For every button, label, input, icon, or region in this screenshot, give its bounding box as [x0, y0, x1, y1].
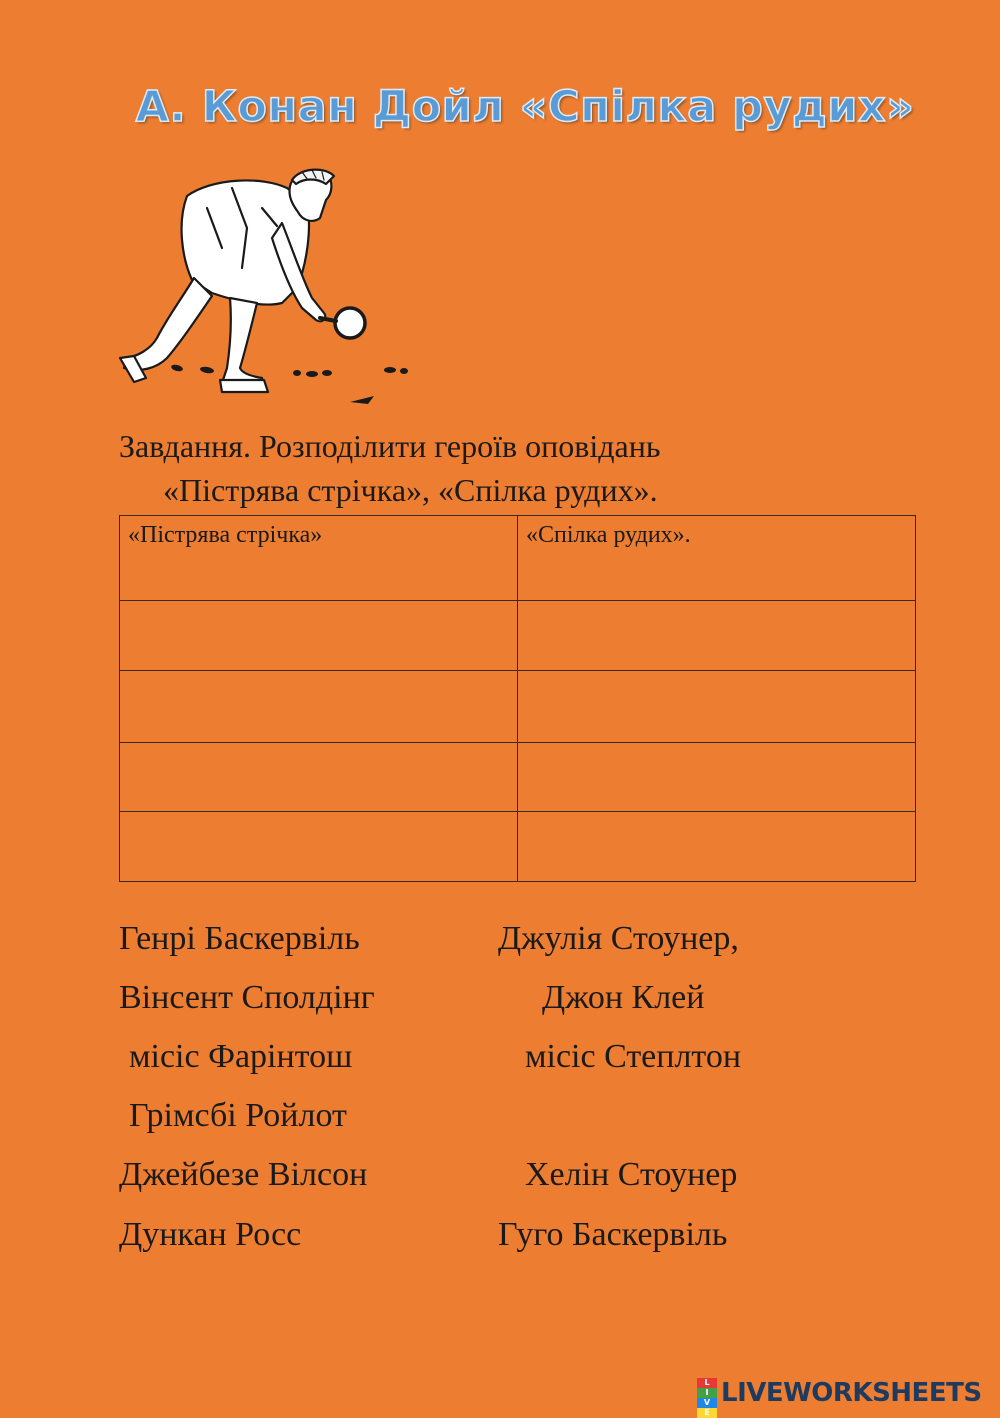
character-jabez-wilson[interactable]: Джейбезе Вілсон [119, 1156, 368, 1193]
character-hugo-baskerville[interactable]: Гуго Баскервіль [498, 1216, 728, 1253]
character-vincent-spaulding[interactable]: Вінсент Сполдінг [119, 979, 375, 1016]
column-header-pistryava-strichka: «Пістрява стрічка» [120, 516, 518, 601]
table-row [120, 743, 916, 812]
table-header-row [120, 516, 916, 601]
character-duncan-ross[interactable]: Дункан Росс [119, 1216, 302, 1253]
task-line-2: «Пістрява стрічка», «Спілка рудих». [163, 472, 658, 508]
drop-cell[interactable] [120, 671, 518, 743]
task-instruction [119, 424, 939, 512]
drop-cell[interactable] [518, 743, 916, 812]
character-mrs-stapleton[interactable]: місіс Степлтон [525, 1038, 742, 1075]
drop-cell[interactable] [518, 671, 916, 743]
table-row [120, 812, 916, 882]
character-julia-stoner[interactable]: Джулія Стоунер, [498, 920, 739, 957]
character-john-clay[interactable]: Джон Клей [542, 979, 705, 1016]
character-mrs-farintosh[interactable]: місіс Фарінтош [129, 1038, 353, 1075]
drop-cell[interactable] [120, 812, 518, 882]
watermark-text: LIVEWORKSHEETS [721, 1378, 982, 1408]
task-line-1: Завдання. Розподілити героїв оповідань [119, 428, 661, 464]
column-header-spilka-rudykh: «Спілка рудих». [518, 516, 916, 601]
worksheet-title: А. Конан Дойл «Спілка рудих» [135, 82, 915, 132]
drop-cell[interactable] [518, 812, 916, 882]
table-row [120, 671, 916, 743]
drop-cell[interactable] [120, 743, 518, 812]
liveworksheets-watermark [697, 1378, 982, 1417]
drop-cell[interactable] [518, 601, 916, 671]
table-row [120, 601, 916, 671]
character-helen-stoner[interactable]: Хелін Стоунер [525, 1156, 738, 1193]
character-henry-baskerville[interactable]: Генрі Баскервіль [119, 920, 360, 957]
detective-illustration [112, 168, 417, 408]
drop-cell[interactable] [120, 601, 518, 671]
sorting-table [119, 515, 916, 882]
character-grimesby-roylott[interactable]: Грімсбі Ройлот [129, 1097, 347, 1134]
live-badge-icon: L I V E [697, 1378, 717, 1408]
